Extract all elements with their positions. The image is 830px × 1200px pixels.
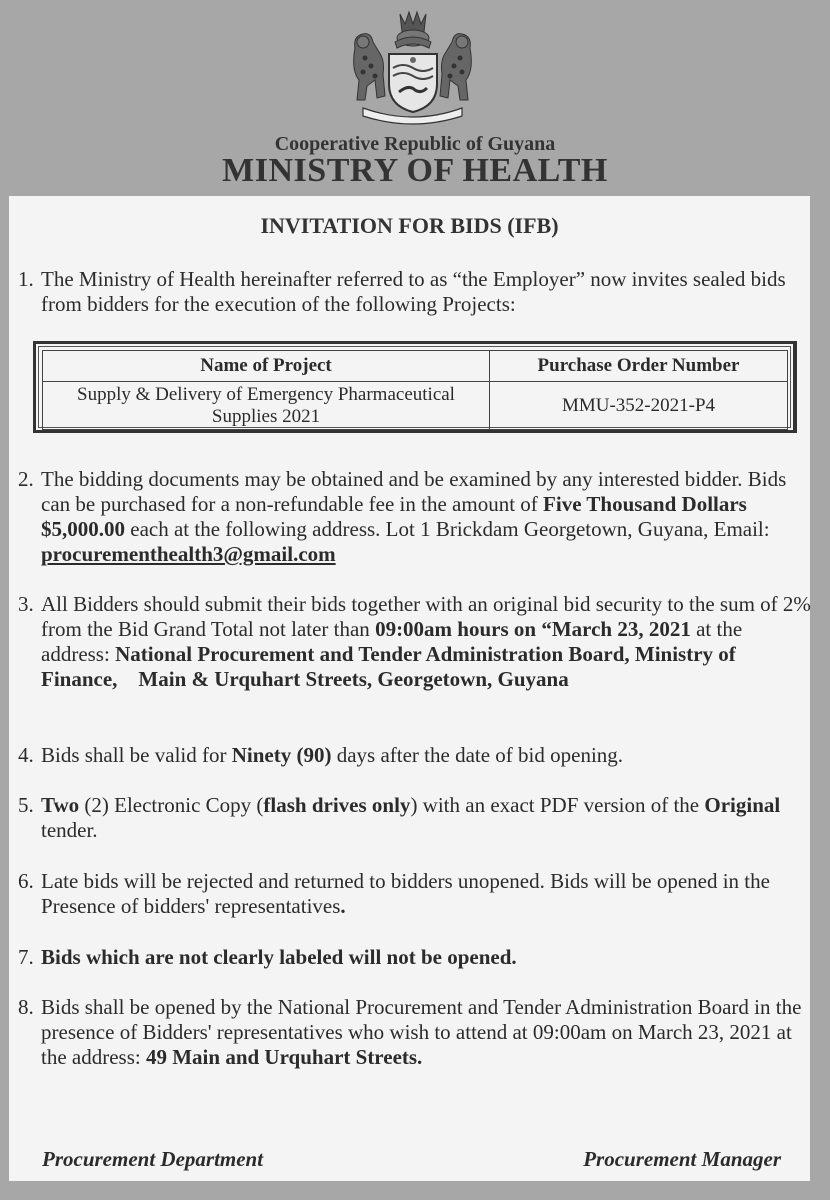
item-number: 7.: [18, 945, 34, 969]
item-number: 3.: [18, 592, 34, 616]
table-row: [43, 382, 788, 430]
item-number: 5.: [18, 793, 34, 817]
item-text: The bidding documents may be obtained and be examined by any interested bidder. Bids can be purchased for a non-refundable fee in the amount of Five Thousand Dollars $5,000.00 each at the following address. Lot 1 Brickdam Georgetown, Guyana, Email: procurementhealth3@gmail.com: [41, 467, 787, 566]
list-item: [18, 592, 812, 692]
item-text: Two (2) Electronic Copy (flash drives only) with an exact PDF version of the Original tender.: [41, 793, 781, 842]
project-table: [42, 350, 788, 430]
project-table-frame: [33, 341, 797, 433]
header: [0, 0, 830, 195]
list-item: [18, 869, 812, 919]
notice-title: INVITATION FOR BIDS (IFB): [260, 213, 559, 238]
list-item: [18, 267, 812, 317]
item-text: Bids which are not clearly labeled will not be opened.: [41, 945, 517, 969]
signature-procurement-manager: Procurement Manager: [583, 1147, 781, 1171]
table-header-row: [43, 351, 788, 382]
item-number: 6.: [18, 869, 34, 893]
item-number: 1.: [18, 267, 34, 291]
list-item: [18, 945, 812, 970]
list-item: [18, 467, 812, 567]
item-number: 2.: [18, 467, 34, 491]
column-header-po: Purchase Order Number: [490, 351, 788, 382]
item-number: 8.: [18, 995, 34, 1019]
po-number-cell: MMU-352-2021-P4: [490, 382, 788, 430]
ministry-name: MINISTRY OF HEALTH: [222, 152, 608, 189]
list-item: [18, 743, 812, 768]
item-number: 4.: [18, 743, 34, 767]
project-name-cell: Supply & Delivery of Emergency Pharmaceutical Supplies 2021: [43, 382, 490, 430]
item-text: Bids shall be valid for Ninety (90) days after the date of bid opening.: [41, 743, 624, 767]
list-item: [18, 793, 812, 843]
list-item: [18, 995, 812, 1070]
item-text: Bids shall be opened by the National Procurement and Tender Administration Board in the presence of Bidders' representatives who wish to attend at 09:00am on March 23, 2021 at the address: 49 Main and Urquhart Streets.: [41, 995, 802, 1069]
republic-name: Cooperative Republic of Guyana: [274, 133, 556, 155]
item-text: Late bids will be rejected and returned to bidders unopened. Bids will be opened in the Presence of bidders' representatives.: [41, 869, 770, 918]
email-link[interactable]: procurementhealth3@gmail.com: [41, 542, 336, 566]
item-text: The Ministry of Health hereinafter referred to as “the Employer” now invites sealed bids from bidders for the execution of the following Projects:: [41, 267, 786, 316]
column-header-project: Name of Project: [43, 351, 490, 382]
signature-procurement-department: Procurement Department: [42, 1147, 264, 1171]
item-text: All Bidders should submit their bids together with an original bid security to the sum of 2% from the Bid Grand Total not later than 09:00am hours on “March 23, 2021 at the address: National Procurement and Tender Administration Board, Ministry of Finance, Main & Urquhart Streets, Georgetown, Guyana: [41, 592, 811, 691]
coat-of-arms-emblem: [345, 8, 480, 126]
